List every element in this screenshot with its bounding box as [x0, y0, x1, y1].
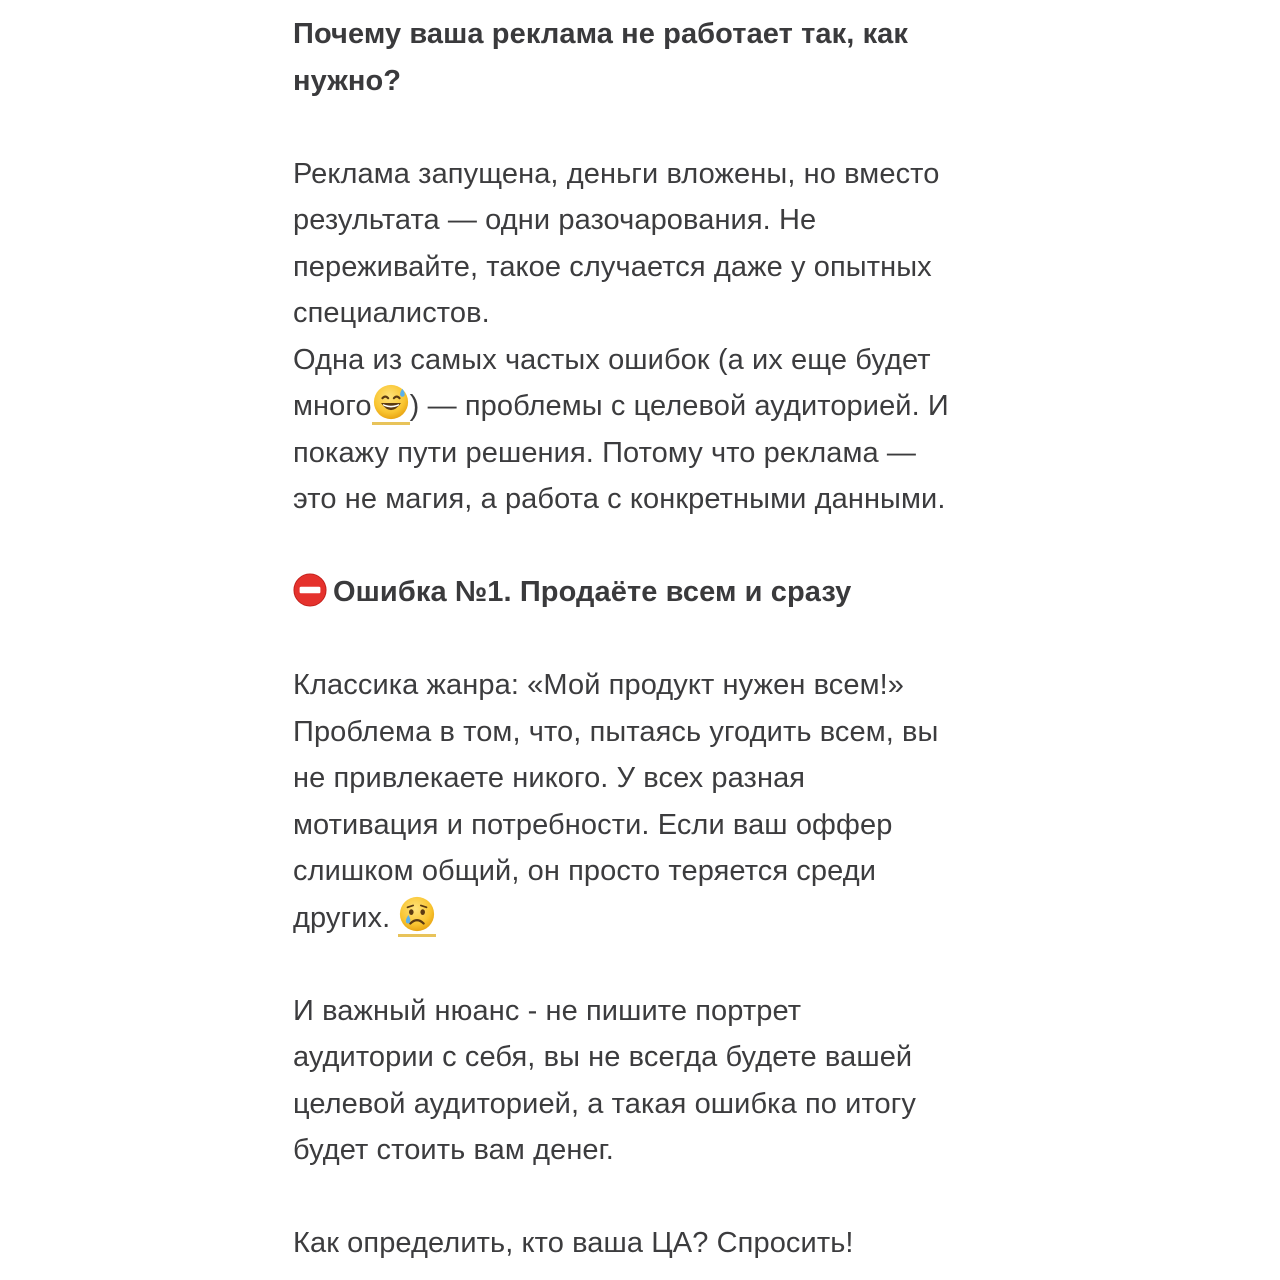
heading-line-1: Почему ваша реклама не работает так, как [293, 18, 909, 50]
spacer [293, 1174, 1013, 1221]
intro-line-6-start: много [293, 390, 372, 422]
body-2-line-3: целевой аудиторией, а такая ошибка по итогу [293, 1087, 917, 1120]
body-1-line-4: мотивация и потребности. Если ваш оффер [293, 808, 893, 841]
body-2-line-2: аудитории с себя, вы не всегда будете вашей [293, 1041, 913, 1073]
body-1-line-6 [293, 895, 1013, 942]
spacer [293, 523, 1013, 570]
body-1-line-3: не привлекаете никого. У всех разная [293, 762, 806, 794]
body-2-line-1: И важный нюанс - не пишите портрет [293, 994, 802, 1027]
error-1-title: Ошибка №1. Продаёте всем и сразу [333, 576, 852, 608]
spacer [293, 104, 1013, 151]
note-content [293, 11, 1013, 1267]
intro-line-4: специалистов. [293, 297, 490, 329]
body-1-line-5: слишком общий, он просто теряется среди [293, 855, 877, 887]
body-1-line-1: Классика жанра: «Мой продукт нужен всем!» [293, 669, 905, 701]
body-1-line-2: Проблема в том, что, пытаясь угодить всем, вы [293, 715, 939, 748]
intro-line-5: Одна из самых частых ошибок (а их еще будет [293, 343, 931, 376]
heading-line-2: нужно? [293, 64, 402, 97]
closing-line: Как определить, кто ваша ЦА? Спросить! [293, 1227, 854, 1259]
intro-line-6 [293, 383, 1013, 430]
intro-line-7: покажу пути решения. Потому что реклама — [293, 436, 917, 469]
intro-line-6-end: ) — проблемы с целевой аудиторией. И [409, 390, 949, 422]
intro-line-2: результата — одни разочарования. Не [293, 204, 817, 236]
intro-line-8: это не магия, а работа с конкретными данными. [293, 483, 946, 515]
body-2-line-4: будет стоить вам денег. [293, 1134, 614, 1166]
intro-line-3: переживайте, такое случается даже у опытных [293, 250, 932, 283]
body-1-line-6-text: других. [293, 901, 399, 934]
error-1-heading [293, 569, 1013, 616]
no-entry-icon [293, 573, 327, 607]
intro-line-1: Реклама запущена, деньги вложены, но вместо [293, 157, 940, 190]
crying-face-icon[interactable] [398, 895, 436, 937]
grinning-sweat-icon[interactable] [372, 383, 410, 425]
spacer [293, 941, 1013, 988]
spacer [293, 616, 1013, 663]
